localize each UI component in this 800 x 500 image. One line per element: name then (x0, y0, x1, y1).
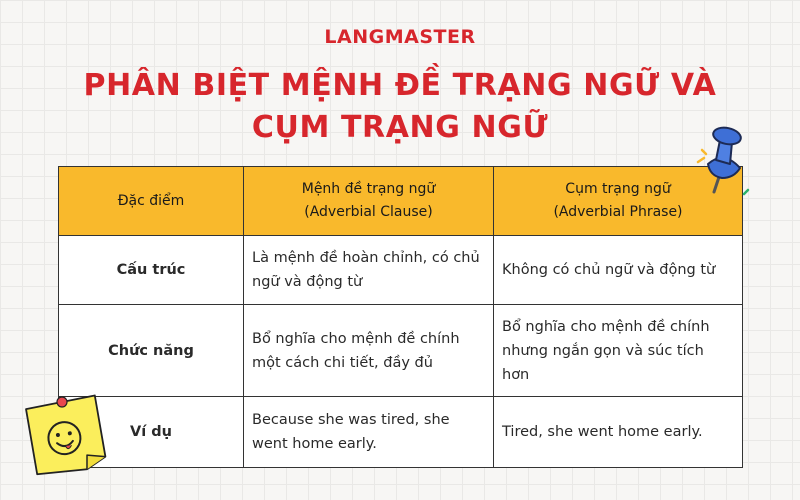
cell-clause-structure: Là mệnh đề hoàn chỉnh, có chủ ngữ và động từ (244, 236, 494, 305)
row-label-function: Chức năng (59, 305, 244, 397)
page-title-line1: PHÂN BIỆT MỆNH ĐỀ TRẠNG NGỮ VÀ (83, 68, 717, 103)
header-feature (59, 167, 244, 236)
cell-phrase-example: Tired, she went home early. (494, 397, 743, 468)
table-row (59, 236, 743, 305)
cell-clause-example: Because she was tired, she went home early. (244, 397, 494, 468)
pushpin-icon (694, 120, 754, 200)
cell-phrase-structure: Không có chủ ngữ và động từ (494, 236, 743, 305)
brand-logo: LANGMASTER (324, 26, 476, 48)
cell-clause-function: Bổ nghĩa cho mệnh đề chính một cách chi tiết, đầy đủ (244, 305, 494, 397)
page-title-line2: CỤM TRẠNG NGỮ (251, 110, 549, 145)
header-phrase-vi: Cụm trạng ngữ (565, 181, 671, 197)
header-adverbial-clause (244, 167, 494, 236)
header-feature-label: Đặc điểm (117, 192, 185, 209)
cell-phrase-function: Bổ nghĩa cho mệnh đề chính nhưng ngắn gọn và súc tích hơn (494, 305, 743, 397)
sticky-note-smiley-icon (20, 390, 110, 480)
header-clause-vi: Mệnh đề trạng ngữ (301, 181, 436, 197)
table-header-row (59, 167, 743, 236)
comparison-table (58, 166, 743, 468)
row-label-example: Ví dụ (59, 397, 244, 468)
header-clause-en: (Adverbial Clause) (304, 204, 433, 220)
table-row (59, 305, 743, 397)
row-label-structure: Cấu trúc (59, 236, 244, 305)
table-row (59, 397, 743, 468)
header-phrase-en: (Adverbial Phrase) (553, 204, 683, 220)
